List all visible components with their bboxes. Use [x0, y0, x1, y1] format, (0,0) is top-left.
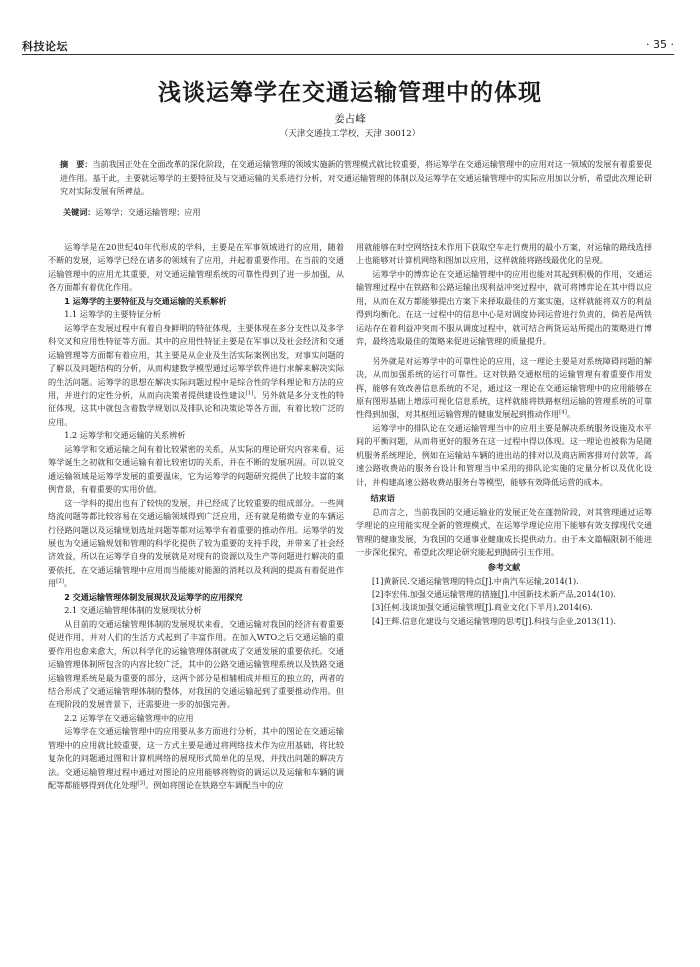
paragraph: 运筹学是在20世纪40年代形成的学科，主要是在军事领域进行的应用，随着不断的发展，运筹学已经在诸多的领域有了应用，并起着重要作用。在当前的交通运输管理中的应用尤其重要，对交通运输管理系统的可靠性得到了进一步加强，从各方面都有着优化作用。 [48, 242, 344, 293]
conclusion-heading: 结束语 [370, 493, 395, 504]
abstract-text: 当前我国正处在全面改革的深化阶段，在交通运输管理的领域实施新的管理模式就比较重要，将运筹学在交通运输管理中的应用对这一领域的发展有着重要促进作用。基于此，主要就运筹学的主要特征及与交通运输的关系进行分析，对交通运输管理的体制以及运筹学在交通运输管理中的实际应用加以分析，希望此次理论研究对实际发展有所裨益。 [60, 159, 652, 197]
keywords-text: 运筹学；交通运输管理；应用 [95, 207, 201, 217]
section-heading-2: 2 交通运输管理体制发展现状及运筹学的应用探究 [64, 591, 243, 602]
author-name: 姜占峰 [334, 113, 366, 125]
journal-section-label: 科技论坛 [22, 40, 68, 53]
subsection-heading-2-2: 2.2 运筹学在交通运输管理中的应用 [64, 712, 194, 723]
subsection-heading-1-2: 1.2 运筹学和交通运输的关系辨析 [64, 430, 186, 441]
paragraph: 从目前的交通运输管理体制的发展现状来看，交通运输对我国的经济有着重要促进作用，并对人们的生活方式起到了丰富作用。在加入WTO之后交通运输的重要作用也愈来愈大，所以科学化的运输管理体制就成了交通发展的重要依托。交通运输管理体制所包含的内容比较广泛，其中的公路交通运输管理系统以及铁路交通运输管理系统是最为重要的部分，这两个部分是相辅相成并相互的独立的，两者的结合形成了交通运输管理体制的整体，对我国的交通运输起到了重要推动作用。但在现阶段的发展背景下，还需要进一步的加强完善。 [48, 618, 344, 710]
section-heading-1: 1 运筹学的主要特征及与交通运输的关系解析 [64, 295, 227, 306]
paragraph: 这一学科的提出也有了较快的发展，并已经成了比较重要的组成部分。一些网络流问题等都比较容易在交通运输领域得到广泛应用，还有就是稍微专业的车辆运行径路问题以及运输规划选址问题等都对运筹学有着重要的推动作用。运筹学的发展也为交通运输规划和管理的科学化提供了较为重要的支持手段，并带来了社会经济效益，所以在运筹学自身的发展就是对现有的资源以及生产等问题进行解决的重要依托，在交通运输管理中应用而当能能对能源的消耗以及利润的提高有着促进作用[2]。 [48, 497, 344, 589]
abstract-label: 摘 要： [60, 159, 93, 169]
running-header [22, 36, 674, 55]
subsection-heading-1-1: 1.1 运筹学的主要特征分析 [64, 309, 162, 320]
right-column [356, 241, 652, 628]
article-title: 浅谈运筹学在交通运输管理中的体现 [158, 80, 542, 106]
paragraph: 运筹学在发展过程中有着自身鲜明的特征体现，主要体现在多分支性以及多学科交叉和应用性特征等方面。其中的应用性特征主要是在军事以及社会经济和交通运输管理等方面都有着应用，其主要是从企业及生活实际案例出发，对事实问题的了解以及问题结构的分析，从而构建数学模型通过运筹学软件进行求解来解决实际的生活问题。运筹学的思想在解决实际问题过程中是综合性的学科理论和方法的应用，并进行的定性分析，从而向决策者提供建设性建议[1]。另外就是多分支性的特征体现，这其中就包含着数学规划以及排队论和决策论等各方面，有着比较广泛的应用。 [48, 322, 344, 427]
citation: [1] [245, 390, 254, 397]
citation: [4] [559, 409, 567, 416]
author-affiliation: （天津交通技工学校，天津 30012） [279, 129, 421, 139]
reference-item: [1]黄新民.交通运输管理的特点[J].中南汽车运输,2014(1). [372, 576, 579, 586]
citation: [3] [137, 780, 146, 787]
subsection-heading-2-1: 2.1 交通运输管理体制的发展现状分析 [64, 605, 202, 616]
references-heading: 参考文献 [487, 562, 521, 573]
paragraph: 运筹学在交通运输管理中的应用要从多方面进行分析，其中的图论在交通运输管理中的应用就比较重要，这一方式主要是通过将网络技术作为应用基础，将比较复杂化的问题通过图和计算机网络的展现形式简单化的呈现，并找出问题的解决方法。交通运输管理过程中通过对图论的应用能够将物资的调运以及运输和车辆的调配等都能够得到优化处理[3]。例如将图论在铁路空车调配当中的应 [48, 726, 344, 791]
reference-item: [4]王辉.信息化建设与交通运输管理的思考[J].科技与企业,2013(11). [372, 616, 616, 626]
left-column [48, 241, 344, 793]
reference-item: [2]李宏伟.加强交通运输管理的措施[J].中国新技术新产品,2014(10). [372, 590, 616, 600]
abstract [60, 158, 652, 199]
page-number: · 35 · [646, 38, 674, 51]
paragraph: 运筹学中的排队论在交通运输管理当中的应用主要是解决系统服务设施及水平间的平衡问题，从而将更好的服务在这一过程中得以体现。这一理论也被称为是随机服务系统理论，例如在运输站车辆的进出站的排对以及商店顾客排对付款等，高速公路收费站的服务台设计和管理当中采用的排队论实施的定量分析以及优化设计，并构建高速公路收费站服务台等模型，能够有效降低运营的成本。 [356, 422, 652, 487]
keywords [63, 206, 652, 219]
paragraph: 运筹学中的博弈论在交通运输管理中的应用也能对其起到积极的作用，交通运输管理过程中在铁路和公路运输出现利益冲突过程中，就可将博弈论在其中得以应用，从而在双方都能够提出方案下来择取最佳的方案实施，这样就能将双方的利益得到均衡化。在这一过程中的信息中心是对调度协同运营进行负责的，倘若是两铁运站存在着利益冲突而不服从调度过程中，就可结合两货运站所提出的策略进行博弈，最终选取最佳的策略来促进运输管理的质量提升。 [356, 268, 652, 347]
paragraph: 用就能够在时空网络技术作用下获取空车走行费用的最小方案，对运输的路线选择上也能够对计算机网络和图加以应用，这样就能将路线最优化的呈现。 [356, 242, 652, 266]
conclusion-paragraph: 总而言之，当前我国的交通运输业的发展正处在蓬勃阶段，对其管理通过运筹学理论的应用能实现全新的管理模式，在运筹学理论应用下能够有效支撑现代交通管理的健康发展，为我国的交通事业健康成长提供动力。由于本文篇幅限制不能进一步深化探究，希望此次理论研究能起到抛砖引玉作用。 [356, 506, 652, 557]
paragraph: 另外就是对运筹学中的可靠性论的应用，这一理论主要是对系统障碍问题的解决，从而加强系统的运行可靠性。这对铁路交通枢纽的运输管理有着重要作用发挥，能够有效改善信息系统的不足，通过这一理论在交通运输管理中的应用能够在原有图形基础上增添可视化信息系统，这样就能将铁路枢纽运输的管理系统的可靠性得到加强，对其枢纽运输管理的健康发展起到推动作用[4]。 [356, 355, 652, 420]
keywords-label: 关键词： [63, 207, 96, 217]
citation: [2] [56, 578, 64, 585]
paragraph: 运筹学和交通运输之间有着比较紧密的关系，从实际的理论研究内容来看，运筹学诞生之初就和交通运输有着比较密切的关系，并在不断的发展巩固。可以说交通运输领域是运筹学发展的重要温床，它为运筹学的问题研究提供了比较丰富的案例背景，有着重要的实用价值。 [48, 443, 344, 495]
reference-item: [3]任柯.浅谈加强交通运输管理[J].商业文化(下半月),2014(6). [372, 603, 593, 613]
